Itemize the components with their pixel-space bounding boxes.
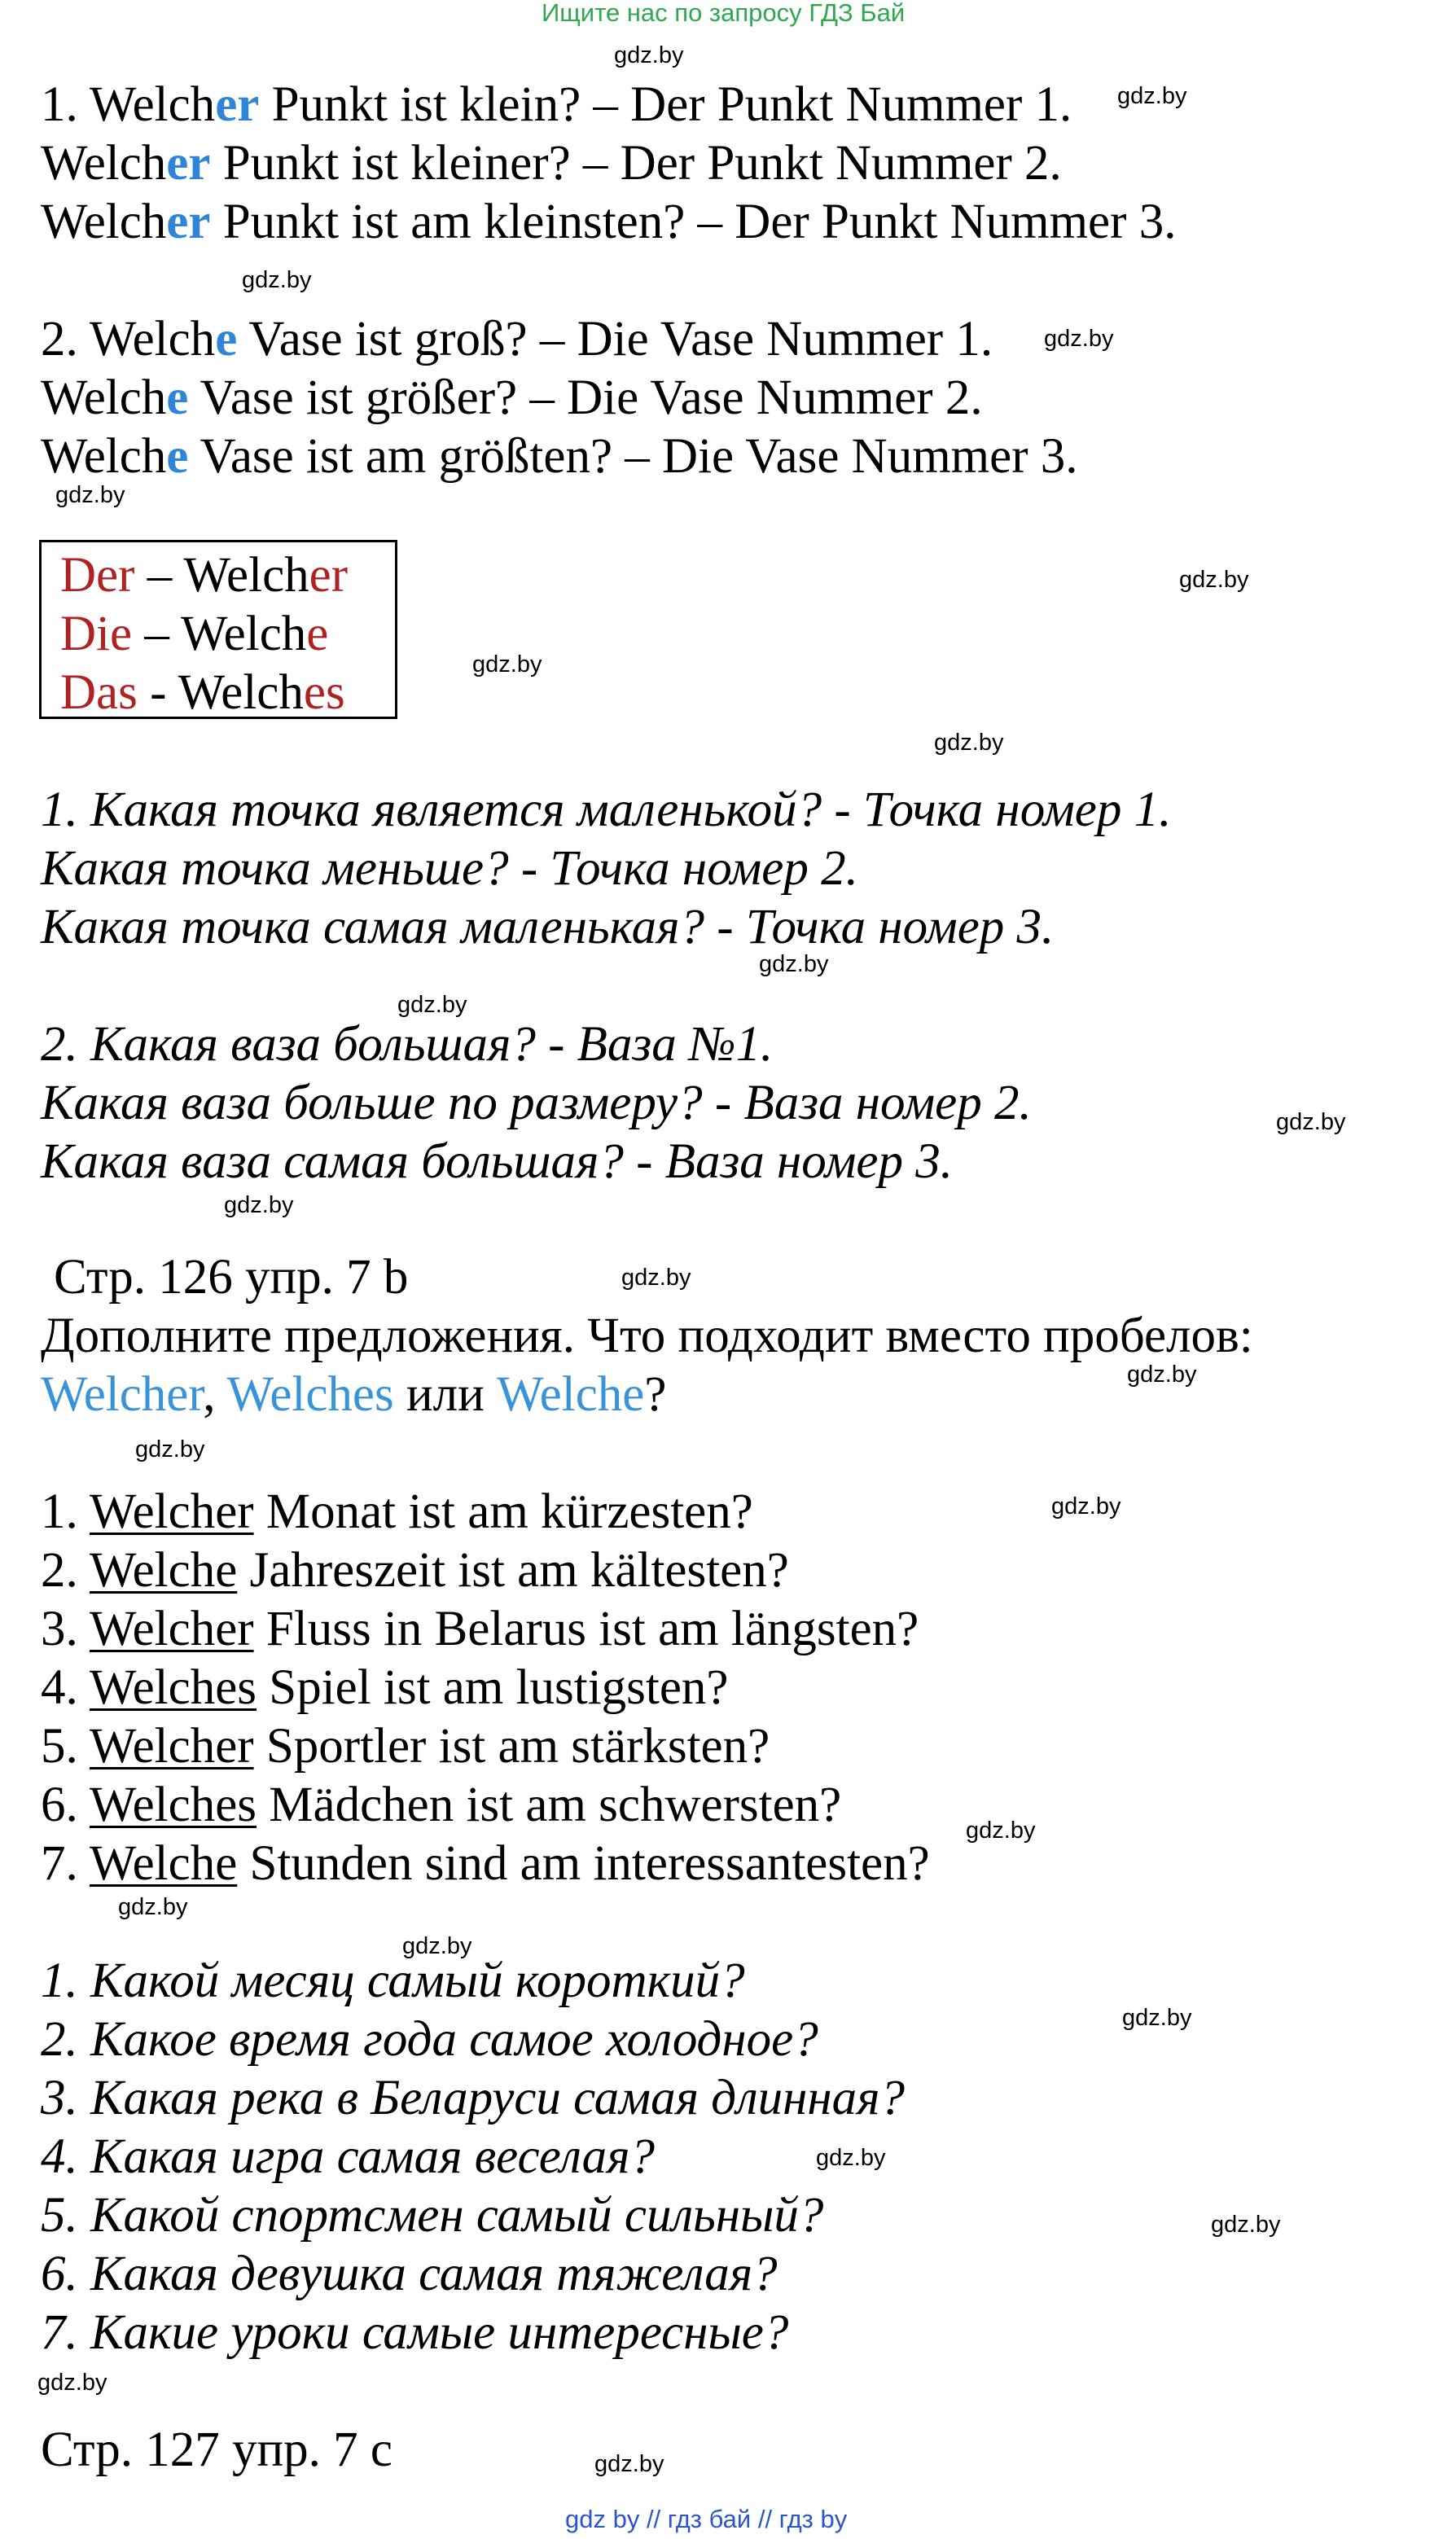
answer-line: 5. Welcher Sportler ist am stärksten? xyxy=(41,1719,770,1774)
exercise-7c-heading: Стр. 127 упр. 7 с xyxy=(41,2423,393,2477)
watermark: gdz.by xyxy=(242,267,312,293)
answer-line: 2. Welche Jahreszeit ist am kältesten? xyxy=(41,1543,789,1598)
russian-line: Какая ваза самая большая? - Ваза номер 3. xyxy=(41,1134,953,1189)
german-line: Welcher Punkt ist am kleinsten? – Der Punkt Nummer 3. xyxy=(41,195,1177,249)
watermark: gdz.by xyxy=(816,2145,886,2171)
watermark: gdz.by xyxy=(1211,2212,1281,2238)
article-rule-row: Die – Welche xyxy=(60,607,329,661)
german-line: Welcher Punkt ist kleiner? – Der Punkt Nummer 2. xyxy=(41,136,1062,191)
watermark: gdz.by xyxy=(118,1894,188,1920)
russian-line: 2. Какая ваза большая? - Ваза №1. xyxy=(41,1017,774,1072)
exercise-7b-instruction: Дополните предложения. Что подходит вместо пробелов: xyxy=(41,1309,1253,1363)
russian-line: Какая ваза больше по размеру? - Ваза номер 2. xyxy=(41,1076,1032,1130)
russian-line: Какая точка самая маленькая? - Точка номер 3. xyxy=(41,900,1055,954)
watermark: gdz.by xyxy=(966,1818,1036,1844)
watermark: gdz.by xyxy=(621,1265,691,1291)
exercise-7b-heading: Стр. 126 упр. 7 b xyxy=(54,1250,409,1305)
article-rule-row: Das - Welches xyxy=(60,665,345,720)
article-rule-row: Der – Welcher xyxy=(60,548,349,603)
german-line: Welche Vase ist am größten? – Die Vase Nummer 3. xyxy=(41,429,1078,484)
russian-line: 1. Какая точка является маленькой? - Точка номер 1. xyxy=(41,783,1172,837)
translation-line: 4. Какая игра самая веселая? xyxy=(41,2129,655,2184)
watermark: gdz.by xyxy=(55,482,125,508)
watermark: gdz.by xyxy=(614,42,684,68)
watermark: gdz.by xyxy=(594,2451,664,2477)
watermark: gdz.by xyxy=(37,2370,107,2396)
watermark: gdz.by xyxy=(934,730,1004,756)
watermark: gdz.by xyxy=(472,651,542,678)
german-line: 2. Welche Vase ist groß? – Die Vase Nummer 1. xyxy=(41,312,993,366)
watermark: gdz.by xyxy=(1044,326,1114,352)
answer-line: 3. Welcher Fluss in Belarus ist am längsten? xyxy=(41,1602,919,1656)
translation-line: 3. Какая река в Беларуси самая длинная? xyxy=(41,2071,906,2125)
russian-line: Какая точка меньше? - Точка номер 2. xyxy=(41,841,858,896)
answer-line: 4. Welches Spiel ist am lustigsten? xyxy=(41,1660,729,1715)
footer-links[interactable]: gdz by // гдз бай // гдз by xyxy=(565,2505,848,2533)
watermark: gdz.by xyxy=(397,992,467,1018)
watermark: gdz.by xyxy=(1051,1493,1121,1519)
answer-line: 1. Welcher Monat ist am kürzesten? xyxy=(41,1484,753,1539)
watermark: gdz.by xyxy=(759,951,829,977)
translation-line: 5. Какой спортсмен самый сильный? xyxy=(41,2188,824,2243)
watermark: gdz.by xyxy=(1122,2005,1192,2031)
answer-line: 7. Welche Stunden sind am interessantesten? xyxy=(41,1836,930,1891)
german-line: 1. Welcher Punkt ist klein? – Der Punkt Nummer 1. xyxy=(41,77,1072,132)
translation-line: 1. Какой месяц самый короткий? xyxy=(41,1954,745,2008)
translation-line: 7. Какие уроки самые интересные? xyxy=(41,2305,789,2360)
watermark: gdz.by xyxy=(402,1933,472,1959)
german-line: Welche Vase ist größer? – Die Vase Nummer 2. xyxy=(41,371,983,425)
search-hint-link[interactable]: Ищите нас по запросу ГДЗ Бай xyxy=(542,0,906,27)
watermark: gdz.by xyxy=(1179,567,1249,593)
watermark: gdz.by xyxy=(1276,1109,1346,1135)
watermark: gdz.by xyxy=(135,1436,205,1462)
watermark: gdz.by xyxy=(1117,83,1187,109)
translation-line: 6. Какая девушка самая тяжелая? xyxy=(41,2247,778,2301)
answer-line: 6. Welches Mädchen ist am schwersten? xyxy=(41,1778,842,1832)
watermark: gdz.by xyxy=(224,1192,294,1218)
translation-line: 2. Какое время года самое холодное? xyxy=(41,2012,818,2067)
exercise-7b-options: Welcher, Welches или Welche? xyxy=(41,1367,667,1422)
watermark: gdz.by xyxy=(1127,1362,1197,1388)
